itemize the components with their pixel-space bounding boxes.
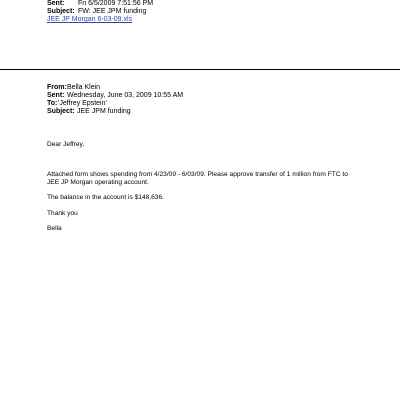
original-sent-value: Wednesday, June 03, 2009 10:55 AM — [67, 92, 184, 99]
signature: Bella — [47, 225, 62, 232]
forward-subject-row — [47, 8, 146, 16]
body-paragraph-line-1: Attached form shows spending from 4/23/09 - 6/03/09. Please approve transfer of 1 million from FTC to — [47, 171, 348, 178]
original-from-label: From: — [47, 84, 67, 91]
original-from-value: Bella Klein — [67, 84, 101, 91]
original-subject-row — [47, 108, 131, 116]
forward-sent-value: Fri 6/5/2009 7:51:56 PM — [78, 0, 154, 7]
attachment-row — [47, 16, 132, 24]
attachment-link[interactable]: JEE JP Morgan 6-03-09.xls — [47, 16, 133, 23]
original-to-value: 'Jeffrey Epstein' — [58, 100, 107, 107]
original-to-row — [47, 100, 107, 108]
original-sent-row — [47, 92, 183, 100]
body-paragraph-line-2: JEE JP Morgan operating account. — [47, 179, 149, 186]
forward-subject-value: FW: JEE JPM funding — [78, 8, 147, 15]
greeting: Dear Jeffrey, — [47, 141, 85, 148]
original-from-row — [47, 84, 100, 92]
original-subject-value: JEE JPM funding — [77, 108, 131, 115]
forward-subject-label: Subject: — [47, 8, 75, 15]
forward-sent-label: Sent: — [47, 0, 65, 7]
original-subject-label: Subject: — [47, 108, 75, 115]
original-to-label: To: — [47, 100, 58, 107]
header-divider — [0, 69, 400, 70]
original-sent-label: Sent: — [47, 92, 65, 99]
balance-line: The balance in the account is $148,636. — [47, 194, 164, 201]
closing: Thank you — [47, 210, 78, 217]
forward-sent-row — [47, 0, 153, 8]
